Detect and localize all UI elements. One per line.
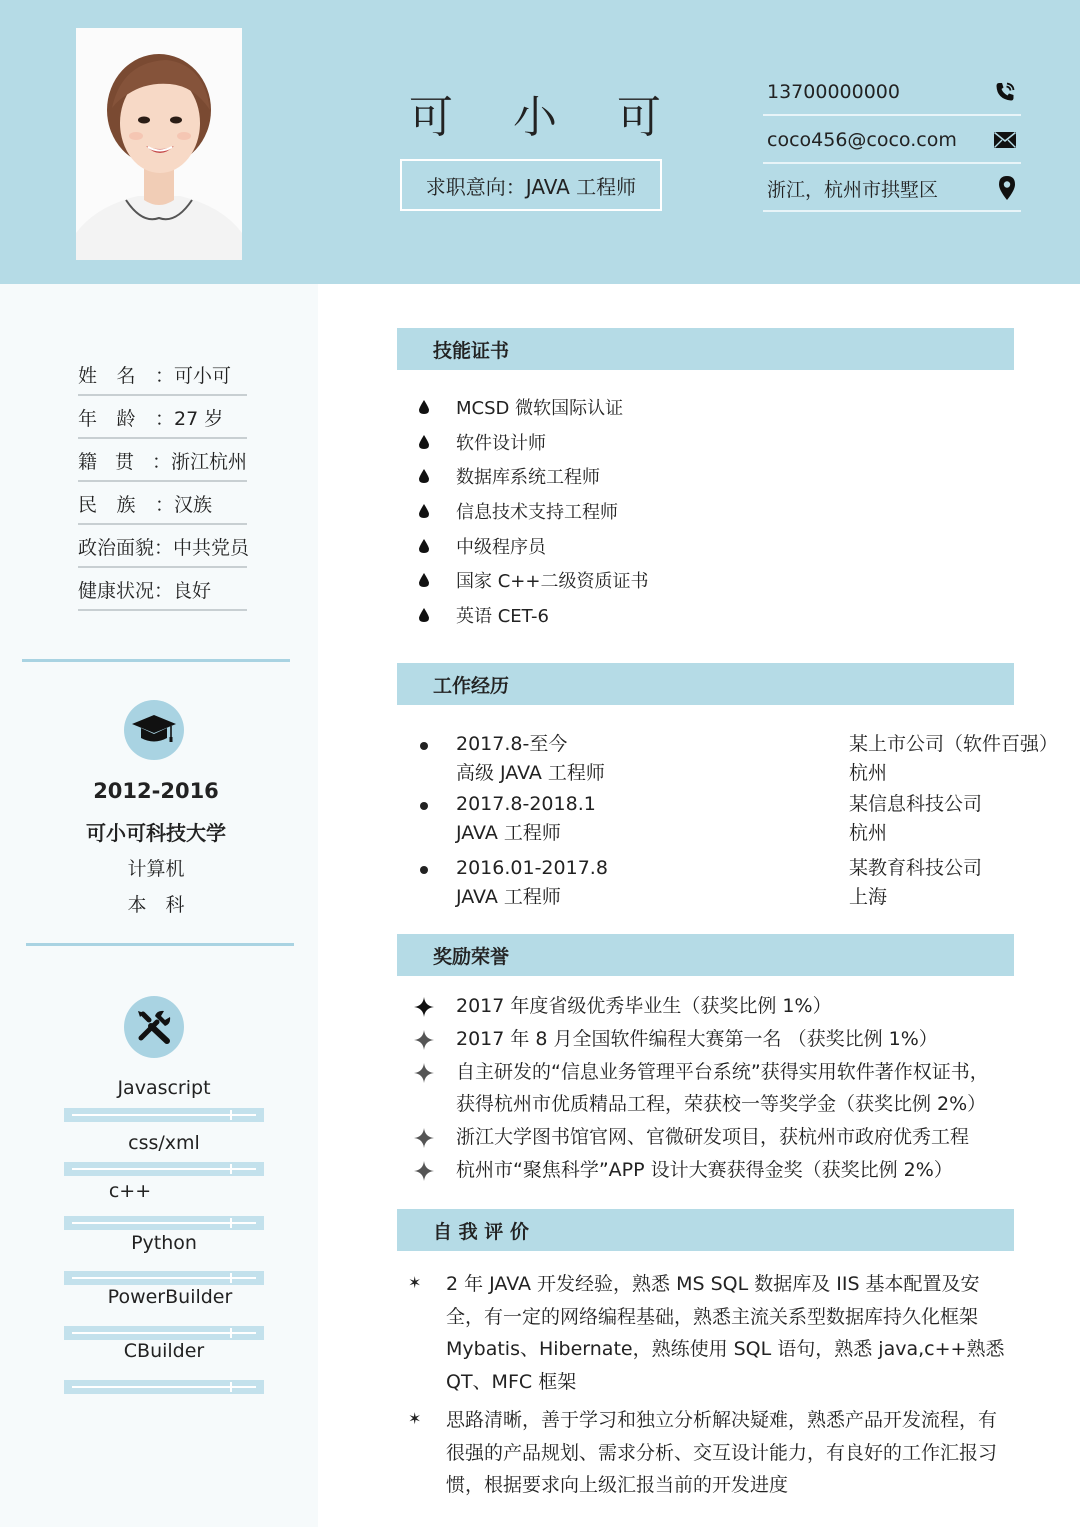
portrait-illustration: [76, 28, 242, 260]
four-point-star-icon: [414, 1030, 434, 1050]
skill-level-marker: [230, 1218, 232, 1228]
certificate-item: [418, 461, 600, 491]
section-header-certificates: 技能证书: [397, 328, 1014, 370]
drop-bullet-icon: [418, 434, 430, 450]
location-pin-icon: [997, 175, 1017, 201]
info-row-hometown: [78, 440, 247, 482]
name-char: 可: [409, 92, 453, 143]
info-value: 中共党员: [173, 536, 250, 559]
education-degree: 本 科: [127, 894, 185, 916]
header-banner: [0, 0, 1080, 284]
email-text: coco456@coco.com: [767, 129, 957, 151]
award-text: 浙江大学图书馆官网、官微研发项目，获杭州市政府优秀工程: [456, 1126, 970, 1148]
four-point-star-icon: [414, 1128, 434, 1148]
contact-email[interactable]: [763, 118, 1021, 164]
drop-bullet-icon: [418, 572, 430, 588]
certificate-text: 软件设计师: [456, 433, 546, 454]
info-value: 良好: [173, 579, 212, 602]
skill-level-marker: [230, 1273, 232, 1283]
candidate-name: [395, 80, 675, 146]
info-label: 政治面貌：: [78, 536, 174, 559]
info-value: 汉族: [174, 493, 213, 516]
name-char: 小: [513, 92, 557, 143]
info-label: 年龄：: [78, 407, 174, 430]
info-row-age: [78, 397, 247, 439]
skill-label: c++: [108, 1180, 152, 1202]
certificate-item: [418, 427, 546, 457]
skill-level-marker: [230, 1328, 232, 1338]
info-label: 民族：: [78, 493, 174, 516]
contact-address[interactable]: [763, 166, 1021, 212]
work-bullet: [420, 802, 428, 810]
education-major: 计算机: [127, 858, 185, 880]
award-text: 杭州市“聚焦科学”APP 设计大赛获得金奖（获奖比例 2%）: [456, 1159, 953, 1181]
certificate-text: 英语 CET-6: [456, 606, 549, 627]
certificate-item: [418, 392, 623, 422]
skill-bar: [64, 1108, 264, 1122]
work-title: JAVA 工程师: [456, 886, 561, 908]
skill-bar: [64, 1326, 264, 1340]
work-company: 某上市公司（软件百强）: [849, 733, 1059, 755]
drop-bullet-icon: [418, 607, 430, 623]
sidebar-divider: [22, 659, 290, 662]
certificate-text: 数据库系统工程师: [456, 467, 600, 488]
info-value: 浙江杭州: [170, 450, 247, 473]
info-row-political: [78, 526, 250, 568]
skill-label: PowerBuilder: [107, 1286, 233, 1308]
work-bullet: [420, 866, 428, 874]
skill-label: CBuilder: [123, 1340, 205, 1362]
skill-label: Javascript: [117, 1077, 211, 1099]
skill-level-marker: [230, 1110, 232, 1120]
award-text: 2017 年 8 月全国软件编程大赛第一名 （获奖比例 1%）: [456, 1028, 938, 1050]
four-point-star-icon: [414, 1161, 434, 1181]
sidebar-divider: [26, 943, 294, 946]
work-period: 2017.8-至今: [456, 733, 568, 755]
section-header-awards: 奖励荣誉: [397, 934, 1014, 976]
work-bullet: [420, 742, 428, 750]
info-label: 姓名：: [78, 364, 174, 387]
skill-level-marker: [230, 1164, 232, 1174]
profile-photo: [76, 28, 242, 260]
certificate-item: [418, 496, 618, 526]
info-value: 可小可: [174, 364, 232, 387]
drop-bullet-icon: [418, 468, 430, 484]
certificate-text: 国家 C++二级资质证书: [456, 571, 649, 592]
skills-badge: [124, 996, 184, 1058]
certificate-item: [418, 565, 648, 595]
section-header-evaluation: 自 我 评 价: [397, 1209, 1014, 1251]
skill-label: css/xml: [128, 1132, 200, 1154]
four-point-star-icon: [414, 1063, 434, 1083]
evaluation-paragraph: 思路清晰，善于学习和独立分析解决疑难，熟悉产品开发流程，有很强的产品规划、需求分析、交互设计能力，有良好的工作汇报习惯，根据要求向上级汇报当前的开发进度: [446, 1409, 998, 1496]
star-bullet-icon: ✶: [408, 1409, 422, 1428]
skill-bar: [64, 1380, 264, 1394]
skill-bar: [64, 1271, 264, 1285]
certificate-text: 信息技术支持工程师: [456, 502, 618, 523]
work-company: 某信息科技公司: [849, 793, 983, 815]
award-text: 获得杭州市优质精品工程，荣获校一等奖学金（获奖比例 2%）: [456, 1093, 987, 1115]
work-title: JAVA 工程师: [456, 822, 561, 844]
drop-bullet-icon: [418, 538, 430, 554]
drop-bullet-icon: [418, 399, 430, 415]
name-char: 可: [617, 92, 661, 143]
evaluation-paragraph: 2 年 JAVA 开发经验，熟悉 MS SQL 数据库及 IIS 基本配置及安全，有一定的网络编程基础，熟悉主流关系型数据库持久化框架 Mybatis、Hibernate，熟练使用 SQL 语句，熟悉 java,c++熟悉 QT、MFC 框架: [446, 1273, 1005, 1393]
info-label: 健康状况：: [78, 579, 174, 602]
section-header-work: 工作经历: [397, 663, 1014, 705]
certificate-item: [418, 600, 549, 630]
skill-level-marker: [230, 1382, 232, 1392]
work-city: 杭州: [849, 822, 888, 844]
info-row-health: [78, 569, 247, 611]
job-intent-box: 求职意向：JAVA 工程师: [400, 159, 662, 211]
work-period: 2017.8-2018.1: [456, 793, 596, 815]
mail-icon: [993, 131, 1017, 149]
info-row-ethnicity: [78, 483, 247, 525]
skill-label: Python: [131, 1232, 197, 1254]
work-company: 某教育科技公司: [849, 857, 983, 879]
tools-icon: [135, 1008, 173, 1046]
education-school: 可小可科技大学: [86, 821, 226, 845]
phone-text: 13700000000: [767, 81, 900, 103]
work-city: 上海: [849, 886, 888, 908]
info-row-name: [78, 354, 247, 396]
info-value: 27 岁: [174, 407, 224, 430]
education-years: 2012-2016: [93, 779, 219, 803]
certificate-item: [418, 531, 546, 561]
award-text: 2017 年度省级优秀毕业生（获奖比例 1%）: [456, 995, 832, 1017]
award-text: 自主研发的“信息业务管理平台系统”获得实用软件著作权证书，: [456, 1061, 989, 1083]
work-city: 杭州: [849, 762, 888, 784]
drop-bullet-icon: [418, 503, 430, 519]
skill-bar: [64, 1216, 264, 1230]
info-label: 籍贯：: [78, 450, 171, 473]
graduation-cap-icon: [131, 713, 177, 747]
contact-phone[interactable]: [763, 70, 1021, 116]
skill-bar: [64, 1162, 264, 1176]
education-badge: [124, 700, 184, 760]
work-period: 2016.01-2017.8: [456, 857, 608, 879]
star-bullet-icon: ✶: [408, 1273, 422, 1292]
certificate-text: 中级程序员: [456, 537, 546, 558]
phone-icon: [993, 80, 1017, 104]
address-text: 浙江，杭州市拱墅区: [767, 178, 939, 201]
certificate-text: MCSD 微软国际认证: [456, 398, 624, 419]
work-title: 高级 JAVA 工程师: [456, 762, 605, 784]
four-point-star-icon: [414, 997, 434, 1017]
